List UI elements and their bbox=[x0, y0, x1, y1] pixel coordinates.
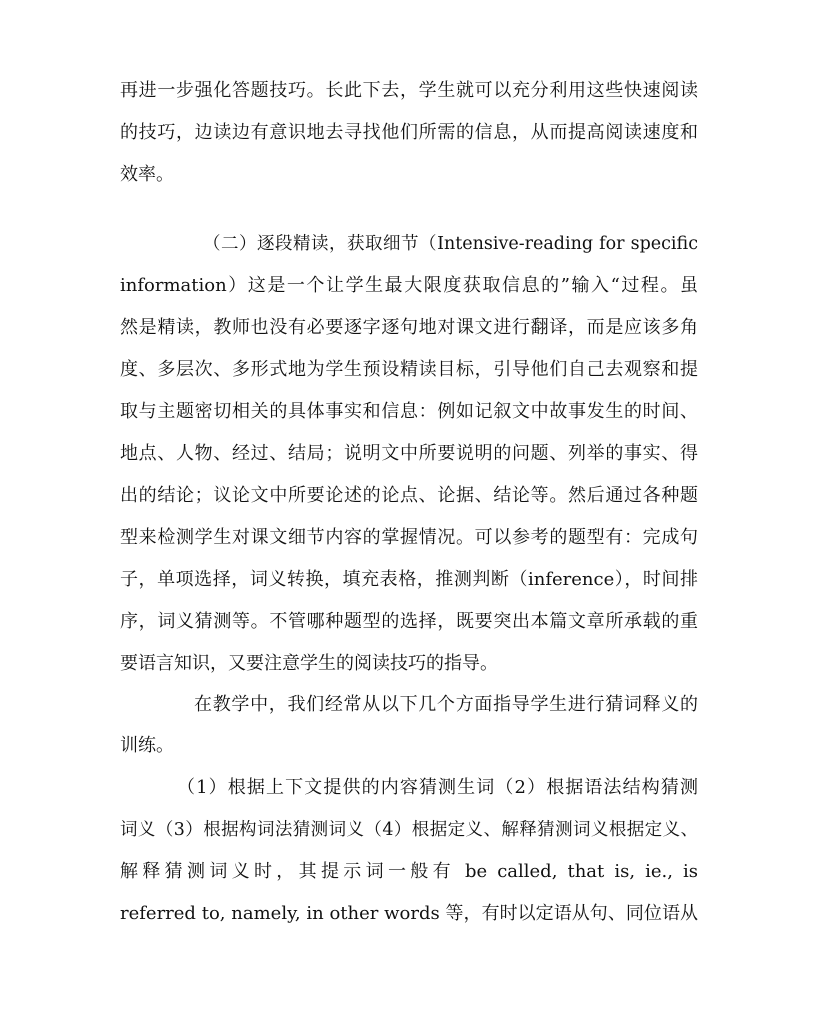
text-line: 型来检测学生对课文细节内容的掌握情况。可以参考的题型有：完成句 bbox=[120, 527, 698, 548]
text-line: （1）根据上下文提供的内容猜测生词（2）根据语法结构猜测 bbox=[177, 777, 698, 798]
text-line: 要语言知识，又要注意学生的阅读技巧的指导。 bbox=[120, 653, 498, 674]
text-line: 然是精读，教师也没有必要逐字逐句地对课文进行翻译，而是应该多角 bbox=[120, 317, 698, 338]
text-line: 序，词义猜测等。不管哪种题型的选择，既要突出本篇文章所承载的重 bbox=[120, 611, 698, 632]
text-line: 词义（3）根据构词法猜测词义（4）根据定义、解释猜测词义根据定义、 bbox=[120, 820, 698, 840]
text-line: 解释猜测词义时，其提示词一般有 be called, that is, ie., is bbox=[120, 861, 698, 882]
text-line: information）这是一个让学生最大限度获取信息的”输入“过程。虽 bbox=[120, 275, 698, 296]
text-line: 地点、人物、经过、结局；说明文中所要说明的问题、列举的事实、得 bbox=[120, 443, 698, 464]
text-line: 效率。 bbox=[120, 164, 174, 185]
text-line: referred to, namely, in other words 等，有时以定语从句、同位语从 bbox=[120, 903, 698, 924]
text-line: 度、多层次、多形式地为学生预设精读目标，引导他们自己去观察和提 bbox=[120, 359, 698, 380]
text-line: 子，单项选择，词义转换，填充表格，推测判断（inference），时间排 bbox=[120, 569, 698, 590]
text-line: （二）逐段精读，获取细节（Intensive-reading for specific bbox=[203, 234, 698, 254]
text-line: 在教学中，我们经常从以下几个方面指导学生进行猜词释义的 bbox=[194, 694, 698, 715]
document-page bbox=[120, 0, 698, 1021]
text-line: 训练。 bbox=[120, 735, 174, 756]
text-line: 的技巧，边读边有意识地去寻找他们所需的信息，从而提高阅读速度和 bbox=[120, 122, 698, 143]
text-line: 取与主题密切相关的具体事实和信息：例如记叙文中故事发生的时间、 bbox=[120, 401, 698, 422]
text-line: 出的结论；议论文中所要论述的论点、论据、结论等。然后通过各种题 bbox=[120, 485, 698, 506]
text-line: 再进一步强化答题技巧。长此下去，学生就可以充分利用这些快速阅读 bbox=[120, 80, 698, 101]
